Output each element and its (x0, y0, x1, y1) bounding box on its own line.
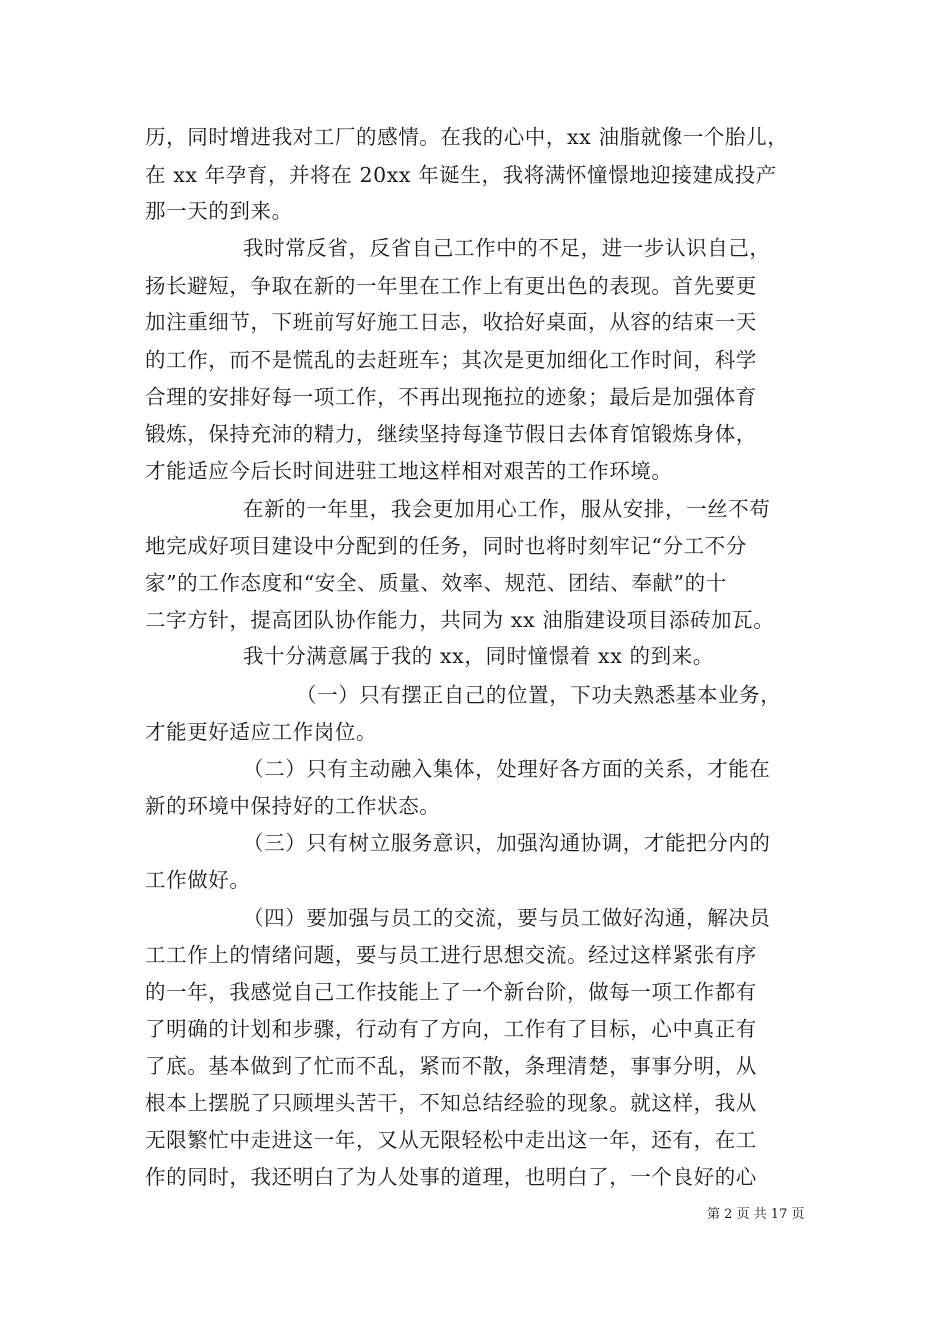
text-line: 才能更好适应工作岗位。 (145, 720, 378, 744)
text-line: 历，同时增进我对工厂的感情。在我的心中，xx 油脂就像一个胎儿， (145, 125, 789, 149)
text-line: 新的环境中保持好的工作状态。 (145, 794, 441, 818)
text-line: 扬长避短，争取在新的一年里在工作上有更出色的表现。首先要更 (145, 274, 757, 298)
text-line: 地完成好项目建设中分配到的任务，同时也将时刻牢记“分工不分 (145, 534, 747, 558)
list-item-line: （四）要加强与员工的交流，要与员工做好沟通，解决员 (243, 906, 771, 930)
text-line: 作的同时，我还明白了为人处事的道理，也明白了，一个良好的心 (145, 1165, 757, 1189)
text-line: 无限繁忙中走进这一年，又从无限轻松中走出这一年，还有，在工 (145, 1128, 757, 1152)
text-line: 那一天的到来。 (145, 199, 293, 223)
text-line: 合理的安排好每一项工作，不再出现拖拉的迹象；最后是加强体育 (145, 385, 757, 409)
paragraph-start-line: 我十分满意属于我的 xx，同时憧憬着 xx 的到来。 (243, 644, 714, 668)
text-line: 了底。基本做到了忙而不乱，紧而不散，条理清楚，事事分明，从 (145, 1054, 757, 1078)
list-item-line: （一）只有摆正自己的位置，下功夫熟悉基本业务， (296, 683, 782, 707)
list-item-line: （三）只有树立服务意识，加强沟通协调，才能把分内的 (243, 831, 771, 855)
text-line: 根本上摆脱了只顾埋头苦干，不知总结经验的现象。就这样，我从 (145, 1091, 757, 1115)
text-line: 锻炼，保持充沛的精力，继续坚持每逢节假日去体育馆锻炼身体， (145, 422, 757, 446)
text-line: 了明确的计划和步骤，行动有了方向，工作有了目标，心中真正有 (145, 1017, 757, 1041)
text-line: 的一年，我感觉自己工作技能上了一个新台阶，做每一项工作都有 (145, 980, 757, 1004)
text-line: 家”的工作态度和“安全、质量、效率、规范、团结、奉献”的十 (145, 571, 727, 595)
text-line: 的工作，而不是慌乱的去赶班车；其次是更加细化工作时间，科学 (145, 348, 757, 372)
text-line: 二字方针，提高团队协作能力，共同为 xx 油脂建设项目添砖加瓦。 (145, 608, 775, 632)
paragraph-start-line: 我时常反省，反省自己工作中的不足，进一步认识自己， (243, 236, 771, 260)
page-number-footer: 第 2 页 共 17 页 (707, 1207, 805, 1222)
list-item-line: （二）只有主动融入集体，处理好各方面的关系，才能在 (243, 757, 771, 781)
text-line: 工工作上的情绪问题，要与员工进行思想交流。经过这样紧张有序 (145, 943, 757, 967)
text-line: 工作做好。 (145, 868, 251, 892)
paragraph-start-line: 在新的一年里，我会更加用心工作，服从安排，一丝不苟 (243, 497, 771, 521)
text-line: 加注重细节，下班前写好施工日志，收拾好桌面，从容的结束一天 (145, 310, 757, 334)
text-line: 才能适应今后长时间进驻工地这样相对艰苦的工作环境。 (145, 459, 673, 483)
text-line: 在 xx 年孕育，并将在 20xx 年诞生，我将满怀憧憬地迎接建成投产 (145, 163, 777, 187)
